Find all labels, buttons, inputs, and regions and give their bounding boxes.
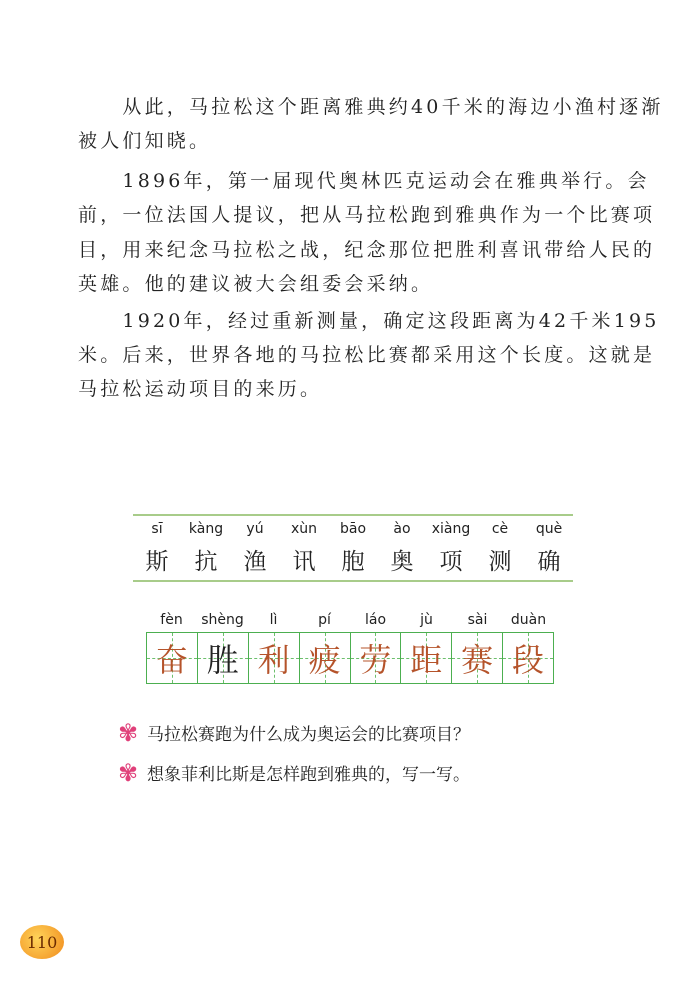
recognize-char [525,521,573,576]
pinyin: jù [420,612,433,628]
character: 抗 [194,549,218,575]
character: 胞 [341,549,365,575]
text-line: 米。后来，世界各地的马拉松比赛都采用这个长度。这就是 [78,344,656,366]
pinyin: bāo [339,521,367,537]
recognize-char [133,521,181,576]
recognize-characters [133,521,573,576]
text-line: 目，用来纪念马拉松之战，纪念那位把胜利喜讯带给人民的 [78,239,656,261]
write-character: 劳 [359,641,392,679]
divider-bottom [133,580,573,582]
question-text: 马拉松赛跑为什么成为奥运会的比赛项目？ [147,725,470,745]
write-character: 胜 [206,641,239,679]
text-line: 马拉松运动项目的来历。 [78,378,323,400]
question-1 [117,720,470,745]
flower-icon: ✾ [117,718,139,747]
grid-cell [503,633,553,683]
pinyin: láo [364,612,387,628]
recognize-char [280,521,328,576]
character: 测 [488,549,512,575]
write-character: 段 [512,641,545,679]
grid-cell [401,633,452,683]
grid-cell [452,633,503,683]
pinyin: cè [491,521,509,537]
pinyin: pí [318,612,331,628]
write-character: 奋 [155,641,188,679]
text-line: 从此，马拉松这个距离雅典约40千米的海边小渔村逐渐 [78,96,664,118]
grid-cell [147,633,198,683]
recognize-char [476,521,524,576]
flower-icon: ✾ [117,758,139,787]
grid-cell [300,633,351,683]
character: 斯 [145,549,169,575]
writing-grid [146,632,554,684]
character: 讯 [292,549,316,575]
write-character: 赛 [461,641,494,679]
pinyin: yú [246,521,264,537]
text-line: 1896年，第一届现代奥林匹克运动会在雅典举行。会 [78,170,650,192]
pinyin: sī [151,521,163,537]
pinyin: lì [269,612,278,628]
pinyin: xùn [290,521,318,537]
character: 确 [537,549,561,575]
write-character: 利 [257,641,290,679]
pinyin: fèn [160,612,183,628]
text-line: 英雄。他的建议被大会组委会采纳。 [78,273,434,295]
question-2 [117,760,470,785]
pinyin: ào [393,521,411,537]
write-pinyin-row [146,612,554,628]
recognize-char [329,521,377,576]
grid-cell [351,633,402,683]
character: 项 [439,549,463,575]
grid-cell [198,633,249,683]
pinyin: shèng [201,612,244,628]
pinyin: sài [467,612,488,628]
character: 奥 [390,549,414,575]
question-text: 想象菲利比斯是怎样跑到雅典的，写一写。 [147,765,470,785]
recognize-char [378,521,426,576]
pinyin: què [535,521,563,537]
text-line: 前，一位法国人提议，把从马拉松跑到雅典作为一个比赛项 [78,204,656,226]
write-character: 疲 [308,641,341,679]
pinyin: xiàng [431,521,471,537]
text-line: 被人们知晓。 [78,130,212,152]
pinyin: duàn [510,612,547,628]
recognize-char [182,521,230,576]
grid-cell [249,633,300,683]
text-line: 1920年，经过重新测量，确定这段距离为42千米195 [78,310,660,332]
recognize-char [231,521,279,576]
pinyin: kàng [188,521,224,537]
recognize-char [427,521,475,576]
character: 渔 [243,549,267,575]
write-character: 距 [410,641,443,679]
divider-top [133,514,573,516]
page-number: 110 [20,925,64,959]
